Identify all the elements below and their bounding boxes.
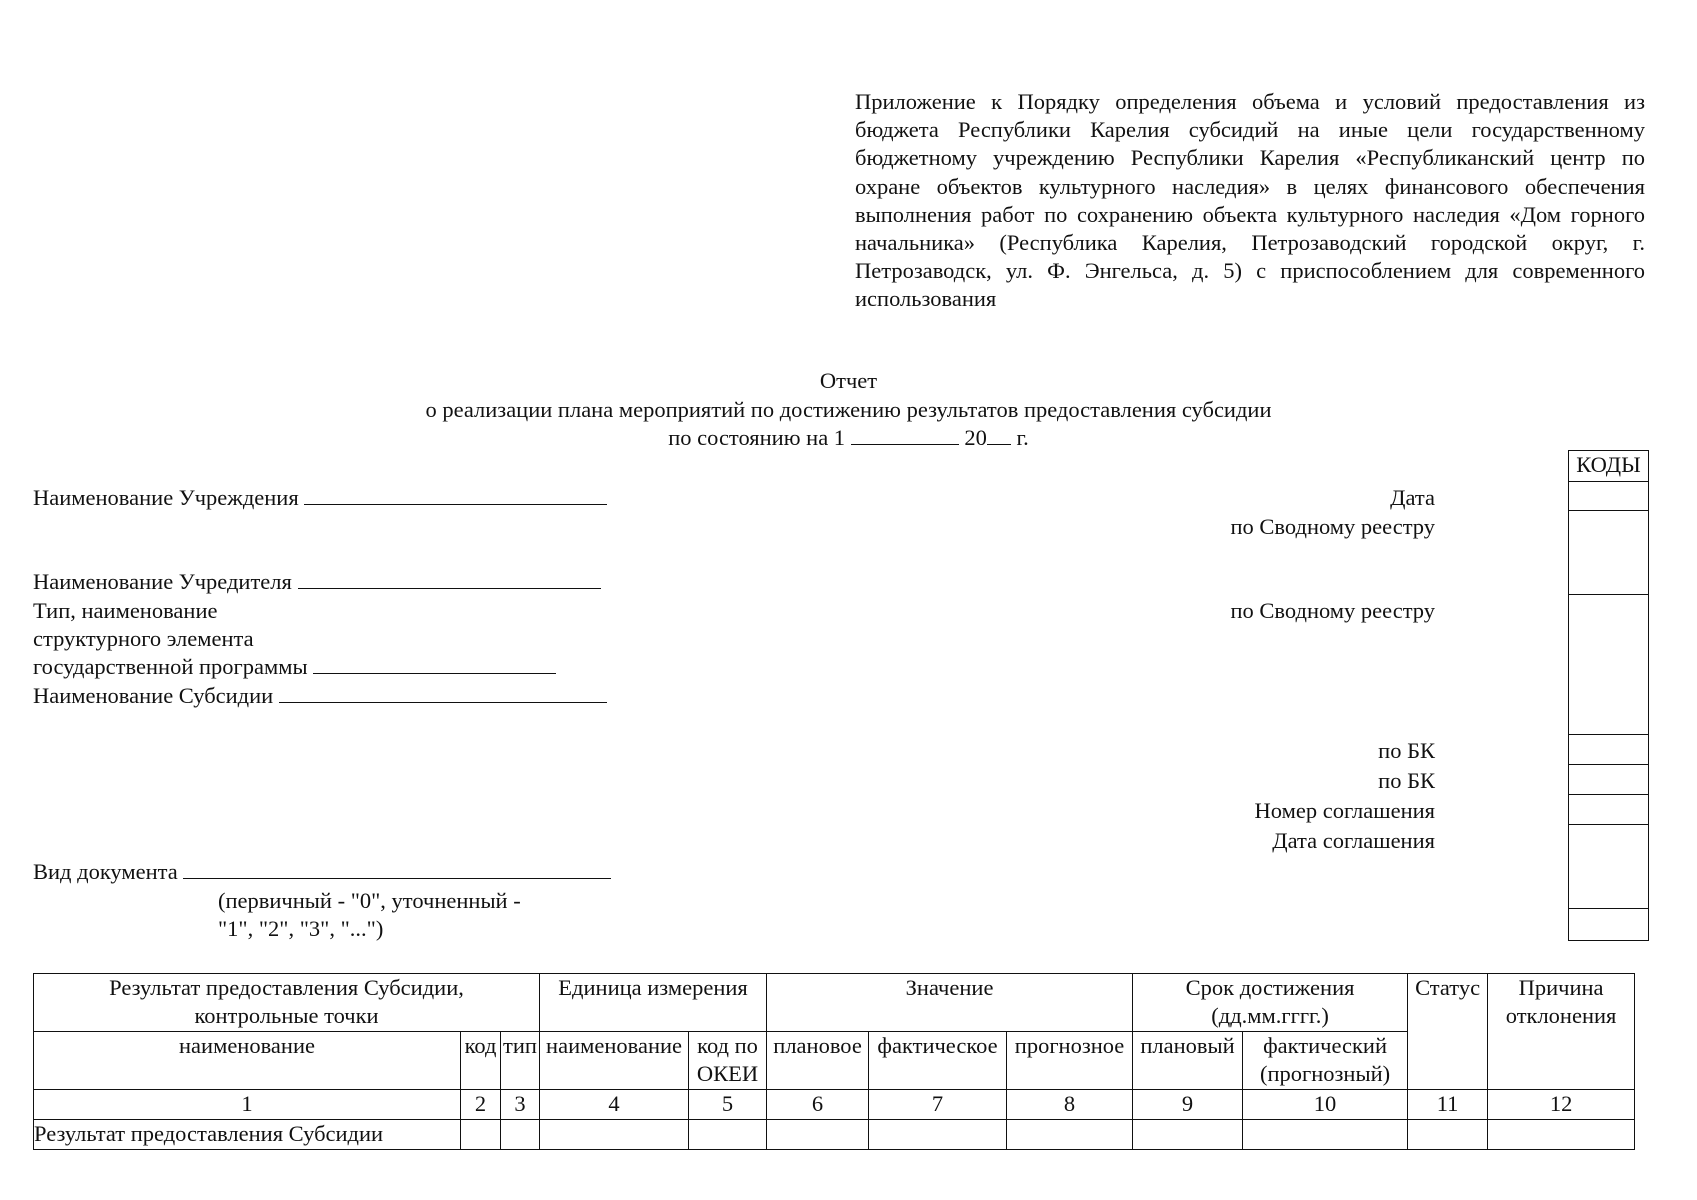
table-cell[interactable] [869, 1120, 1007, 1150]
month-blank[interactable] [851, 424, 959, 445]
sub-header-forecast: прогнозное [1007, 1032, 1133, 1090]
col-number: 11 [1408, 1090, 1488, 1120]
sub-header-fact-date: фактический (прогнозный) [1243, 1032, 1408, 1090]
code-cell-bk-1[interactable] [1569, 735, 1648, 765]
code-cell-agreement-number[interactable] [1569, 795, 1648, 825]
header-unit: Единица измерения [540, 974, 767, 1032]
col-number: 12 [1488, 1090, 1635, 1120]
column-number-row [34, 1090, 1635, 1120]
sub-header-unit-name: наименование [540, 1032, 689, 1090]
table-cell[interactable] [540, 1120, 689, 1150]
code-label-bk-2: по БК [1378, 768, 1435, 793]
code-cell-date[interactable] [1569, 482, 1648, 511]
report-subtitle: о реализации плана мероприятий по достижению результатов предоставления субсидии [425, 397, 1272, 422]
program-label-2: структурного элемента [33, 626, 254, 651]
table-cell[interactable] [461, 1120, 501, 1150]
code-label-registry-1: по Сводному реестру [1230, 514, 1435, 539]
year-blank[interactable] [987, 424, 1011, 445]
sub-header-code: код [461, 1032, 501, 1090]
header-result: Результат предоставления Субсидии, контрольные точки [34, 974, 540, 1032]
sub-header-planned: плановое [767, 1032, 869, 1090]
row-result-label: Результат предоставления Субсидии [34, 1120, 461, 1150]
doc-type-note-1: (первичный - "0", уточненный - [218, 888, 521, 913]
code-label-date: Дата [1390, 485, 1435, 510]
sub-header-type: тип [501, 1032, 540, 1090]
code-label-registry-2: по Сводному реестру [1230, 598, 1435, 623]
code-label-bk-1: по БК [1378, 738, 1435, 763]
subsidy-field: Наименование Субсидии [33, 682, 607, 710]
codes-header: КОДЫ [1569, 451, 1648, 482]
appendix-text: Приложение к Порядку определения объема и условий предоставления из бюджета Республики Карелия субсидий на иные цели государственному бюджетному учреждению Республики Карелия «Республиканский центр по охране объектов культурного наследия» в целях финансового обеспечения выполнения работ по сохранению объекта культурного наследия «Дом горного начальника» (Республика Карелия, Петрозаводский городской округ, г. Петрозаводск, ул. Ф. Энгельса, д. 5) с приспособлением для современного использования [855, 89, 1645, 312]
col-number: 2 [461, 1090, 501, 1120]
table-header-row [34, 974, 1635, 1032]
table-cell[interactable] [767, 1120, 869, 1150]
codes-box [1568, 450, 1649, 941]
col-number: 7 [869, 1090, 1007, 1120]
founder-blank[interactable] [298, 568, 601, 589]
subsidy-blank[interactable] [279, 682, 607, 703]
table-row [34, 1120, 1635, 1150]
doc-type-blank[interactable] [183, 858, 611, 879]
doc-type-note-2: "1", "2", "3", "...") [218, 916, 384, 941]
sub-header-name: наименование [34, 1032, 461, 1090]
sub-header-actual: фактическое [869, 1032, 1007, 1090]
table-cell[interactable] [1488, 1120, 1635, 1150]
report-date-line: по состоянию на 1 20 г. [668, 425, 1029, 450]
header-reason: Причина отклонения [1488, 974, 1635, 1090]
institution-field: Наименование Учреждения [33, 484, 607, 512]
program-field: государственной программы [33, 653, 556, 681]
col-number: 4 [540, 1090, 689, 1120]
report-title: Отчет [819, 368, 878, 393]
col-number: 3 [501, 1090, 540, 1120]
col-number: 8 [1007, 1090, 1133, 1120]
table-cell[interactable] [689, 1120, 767, 1150]
col-number: 5 [689, 1090, 767, 1120]
table-cell[interactable] [1408, 1120, 1488, 1150]
table-cell[interactable] [1243, 1120, 1408, 1150]
col-number: 6 [767, 1090, 869, 1120]
header-status: Статус [1408, 974, 1488, 1090]
code-label-agreement-date: Дата соглашения [1272, 828, 1435, 853]
sub-header-okei: код по ОКЕИ [689, 1032, 767, 1090]
col-number: 1 [34, 1090, 461, 1120]
code-cell-registry-2[interactable] [1569, 595, 1648, 735]
results-table [33, 973, 1635, 1150]
table-cell[interactable] [1007, 1120, 1133, 1150]
institution-blank[interactable] [304, 484, 607, 505]
founder-field: Наименование Учредителя [33, 568, 601, 596]
code-cell-registry-1[interactable] [1569, 511, 1648, 595]
program-label-1: Тип, наименование [33, 598, 218, 623]
header-value: Значение [767, 974, 1133, 1032]
sub-header-plan-date: плановый [1133, 1032, 1243, 1090]
table-subheader-row [34, 1032, 1635, 1090]
table-cell[interactable] [501, 1120, 540, 1150]
table-cell[interactable] [1133, 1120, 1243, 1150]
header-deadline: Срок достижения (дд.мм.гггг.) [1133, 974, 1408, 1032]
col-number: 9 [1133, 1090, 1243, 1120]
code-label-agreement-number: Номер соглашения [1254, 798, 1435, 823]
doc-type-field: Вид документа [33, 858, 611, 886]
code-cell-bk-2[interactable] [1569, 765, 1648, 795]
program-blank[interactable] [313, 653, 556, 674]
code-cell-extra[interactable] [1569, 909, 1648, 941]
col-number: 10 [1243, 1090, 1408, 1120]
code-cell-agreement-date[interactable] [1569, 825, 1648, 909]
